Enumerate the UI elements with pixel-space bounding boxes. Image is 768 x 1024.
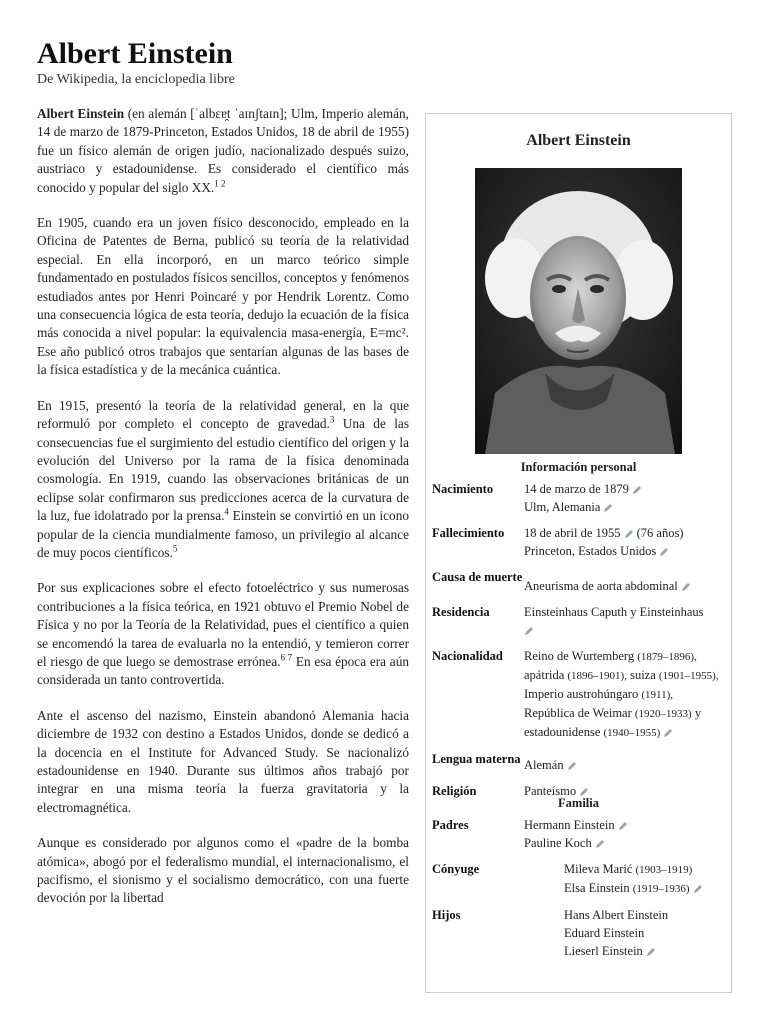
row-value (524, 480, 725, 516)
nationality-item[interactable]: suiza (630, 668, 656, 682)
death-age: (76 años) (636, 526, 684, 540)
row-label: Hijos (432, 908, 461, 922)
pencil-icon[interactable] (663, 728, 673, 738)
row-conyuge (426, 858, 731, 904)
row-value (524, 603, 725, 639)
death-place[interactable]: Princeton, Estados Unidos (524, 544, 657, 558)
birth-date[interactable]: 14 de marzo de 1879 (524, 482, 629, 496)
row-label: Residencia (432, 605, 490, 619)
paragraph-nazismo: Ante el ascenso del nazismo, Einstein abandonó Alemania hacia diciembre de 1932 con destino a Estados Unidos, donde se dedicó a la docencia en el Institute for Advanced Study. Se nacionalizó estadounidense en 1940. Durante sus últimos años trabajó por integrar en una misma teoría la fuerza gravitatoria y la electromagnética. (37, 707, 409, 815)
reference-link[interactable]: 3 (329, 414, 335, 425)
row-label: Religión (432, 784, 477, 798)
paragraph-text: En 1915, presentó la teoría de la relatividad general, en la que reformuló por completo el concepto de gravedad. (37, 397, 409, 432)
child-name[interactable]: Hans Albert Einstein (564, 908, 669, 922)
pencil-icon[interactable] (693, 884, 703, 894)
spouse-name[interactable]: Mileva Marić (564, 862, 633, 876)
section-family: Familia (558, 796, 599, 810)
cause-of-death[interactable]: Aneurisma de aorta abdominal (524, 579, 678, 593)
infobox (425, 113, 732, 993)
row-padres (426, 814, 731, 858)
parent-name[interactable]: Pauline Koch (524, 836, 592, 850)
nationality-dates: (1940–1955) (603, 727, 661, 739)
row-label: Nacimiento (432, 482, 494, 496)
row-value (524, 816, 725, 852)
pencil-icon[interactable] (595, 839, 605, 849)
row-value (524, 860, 725, 898)
pencil-icon[interactable] (567, 761, 577, 771)
birth-place[interactable]: Ulm, Alemania (524, 500, 601, 514)
paragraph-intro (37, 105, 409, 197)
row-label: Cónyuge (432, 862, 480, 876)
pencil-icon[interactable] (603, 503, 613, 513)
pencil-icon[interactable] (618, 821, 628, 831)
religion[interactable]: Panteísmo (524, 784, 577, 798)
row-label: Causa de muerte (432, 570, 523, 584)
death-date[interactable]: 18 de abril de 1955 (524, 526, 621, 540)
native-language[interactable]: Alemán (524, 758, 564, 772)
row-value (524, 750, 725, 774)
paragraph-1905: En 1905, cuando era un joven físico desconocido, empleado en la Oficina de Patentes de Berna, publicó su teoría de la relatividad especial. En ella incorporó, en un marco teórico simple fundamentado en postulados físicos sencillos, conceptos y fenómenos estudiados antes por Henri Poincaré y por Hendrik Lorentz. Como una consecuencia lógica de esta teoría, dedujo la ecuación de la física más conocida a nivel popular: la equivalencia masa-energía, E=mc². Ese año publicó otros trabajos que sentarían algunas de las bases de la física estadística y de la mecánica cuántica. (37, 215, 409, 378)
row-label: Padres (432, 818, 469, 832)
row-label: Nacionalidad (432, 649, 503, 663)
lead-name: Albert Einstein (37, 106, 125, 121)
row-residencia (426, 601, 731, 645)
page-subtitle: De Wikipedia, la enciclopedia libre (37, 72, 235, 87)
paragraph-text: Una de las consecuencias fue el surgimiento del estudio científico del origen y la evolución del Universo por la rama de la física denominada cosmología. En 1919, cuando las observaciones británicas de un eclipse solar confirmaron sus predicciones acerca de la curvatura de la luz, fue idolatrado por la prensa. (37, 416, 409, 524)
pencil-icon[interactable] (624, 529, 634, 539)
row-hijos (426, 904, 731, 966)
reference-link[interactable]: 1 2 (214, 178, 226, 189)
residence[interactable]: Einsteinhaus Caputh y Einsteinhaus (524, 605, 704, 619)
nationality-dates: (1911), (641, 689, 673, 701)
child-name[interactable]: Lieserl Einstein (564, 944, 643, 958)
row-causa-muerte (426, 566, 731, 601)
row-value (524, 568, 725, 595)
row-value (524, 647, 725, 742)
row-label: Lengua materna (432, 752, 521, 766)
row-value (524, 906, 725, 960)
nationality-dates: (1896–1901), (567, 670, 627, 682)
paragraph-ideology: Aunque es considerado por algunos como el «padre de la bomba atómica», abogó por el federalismo mundial, el internacionalismo, el pacifismo, el sionismo y el socialismo democrático, con una fuerte devoción por la libertad (37, 835, 409, 906)
infobox-title: Albert Einstein (526, 132, 631, 149)
article-body (37, 105, 409, 925)
nationality-item[interactable]: Reino de Wurtemberg (524, 649, 635, 663)
nationality-item[interactable]: República de Weimar (524, 706, 632, 720)
pencil-icon[interactable] (659, 547, 669, 557)
reference-link[interactable]: 5 (172, 543, 178, 554)
spouse-name[interactable]: Elsa Einstein (564, 881, 630, 895)
pencil-icon[interactable] (524, 626, 534, 636)
paragraph-text: Por sus explicaciones sobre el efecto fotoeléctrico y sus numerosas contribuciones a la física teórica, en 1921 obtuvo el Premio Nobel de Física y no por la Teoría de la Relatividad, pues el científico a quien se encomendó la tarea de evaluarla no la entendió, y temieron correr el riesgo de que luego se demostrase errónea. (37, 580, 409, 669)
nationality-dates: (1920–1933) (634, 708, 692, 720)
row-lengua-materna (426, 748, 731, 780)
reference-link[interactable]: 6 7 (280, 652, 293, 663)
paragraph-text: Einstein se convirtió en un icono popular de la ciencia mundialmente famoso, un privilegio al alcance de muy pocos científicos. (37, 508, 409, 560)
paragraph-text: (en alemán [ˈalbɛɐ̯t ˈaɪnʃtaɪn]; Ulm, Imperio alemán, 14 de marzo de 1879-Princeton, Estados Unidos, 18 de abril de 1955) fue un físico alemán de origen judío, nacionalizado después suizo, austriaco y estadounidense. Es considerado el científico más conocido y popular del siglo XX. (37, 106, 409, 195)
paragraph-1915 (37, 397, 409, 563)
row-nacionalidad (426, 645, 731, 748)
pencil-icon[interactable] (681, 582, 691, 592)
child-name[interactable]: Eduard Einstein (564, 926, 645, 940)
row-value (524, 524, 725, 560)
page-title: Albert Einstein (37, 37, 233, 70)
conjunction: y (694, 706, 702, 720)
nationality-dates: (1879–1896), (637, 651, 697, 663)
spouse-dates: (1903–1919) (635, 864, 693, 876)
pencil-icon[interactable] (632, 485, 642, 495)
parent-name[interactable]: Hermann Einstein (524, 818, 615, 832)
row-nacimiento (426, 478, 731, 522)
spouse-dates: (1919–1936) (632, 883, 690, 895)
row-label: Fallecimiento (432, 526, 505, 540)
row-value (524, 782, 725, 800)
section-personal-info: Información personal (520, 460, 637, 474)
pencil-icon[interactable] (646, 947, 656, 957)
reference-link[interactable]: 4 (224, 506, 229, 517)
nationality-dates: (1901–1955), (658, 670, 719, 682)
nationality-item[interactable]: apátrida (524, 668, 565, 682)
paragraph-text: En esa época era aún considerada un tanto controvertida. (37, 653, 409, 688)
portrait-image[interactable] (475, 168, 682, 454)
nationality-item[interactable]: Imperio austrohúngaro (524, 687, 639, 701)
nationality-item[interactable]: estadounidense (524, 725, 601, 739)
paragraph-nobel (37, 579, 409, 689)
row-fallecimiento (426, 522, 731, 566)
